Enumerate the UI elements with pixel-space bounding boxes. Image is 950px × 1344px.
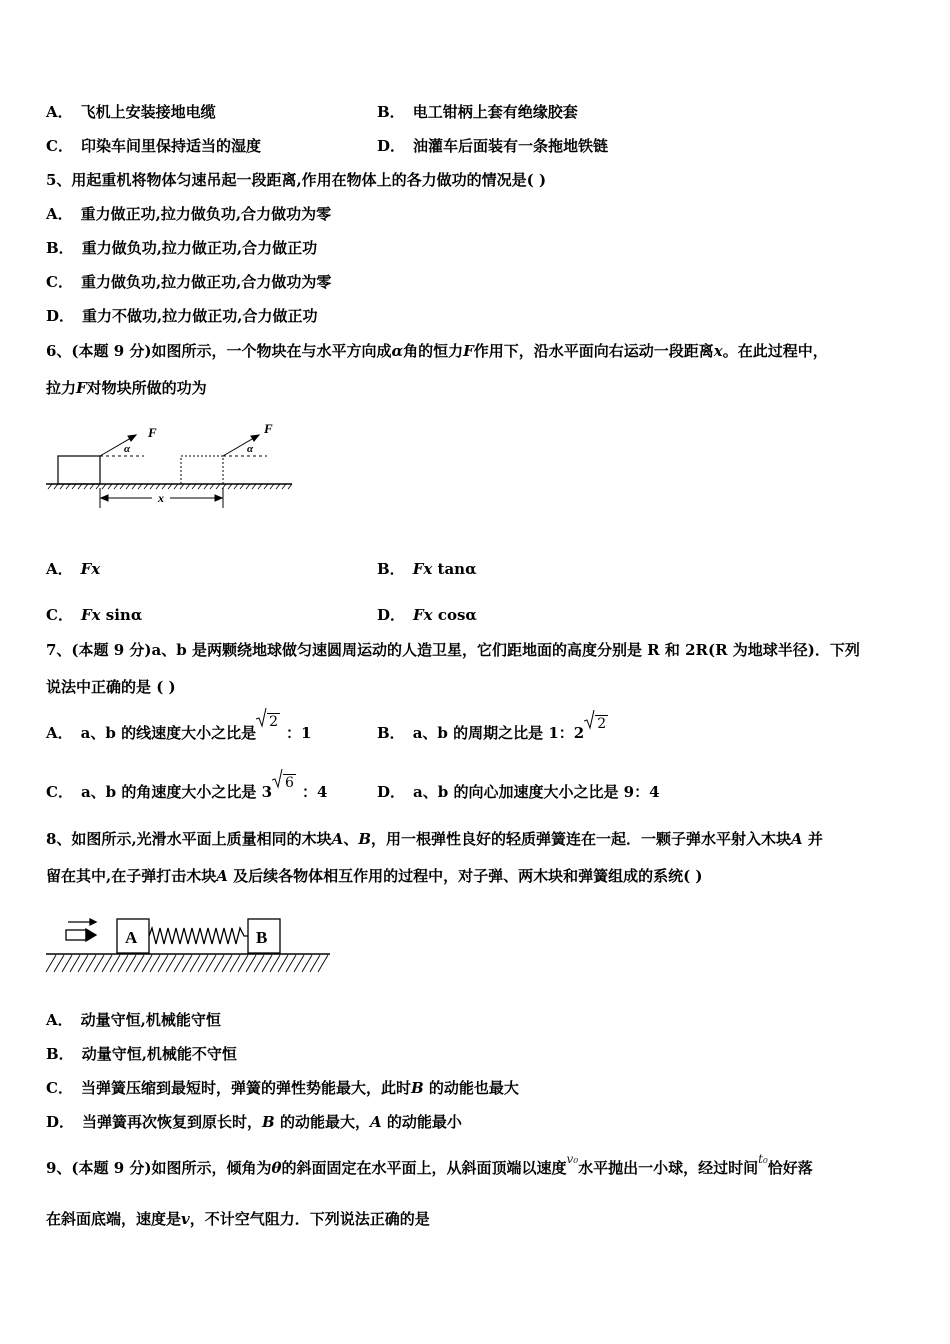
q6-option-c: C． Fx sinα bbox=[46, 606, 143, 624]
q5-option-a: A． 重力做正功,拉力做负功,合力做功为零 bbox=[46, 205, 332, 223]
spring bbox=[149, 928, 248, 944]
ground-hatch-2 bbox=[46, 955, 328, 972]
ground-hatch bbox=[48, 484, 292, 489]
force-label-2: F bbox=[264, 421, 273, 436]
angle-label-1: α bbox=[124, 443, 131, 455]
q4-option-a: A． 飞机上安装接地电缆 bbox=[46, 103, 216, 121]
sqrt-2-a: 2 bbox=[256, 712, 280, 732]
q8-option-a: A． 动量守恒,机械能守恒 bbox=[46, 1011, 221, 1029]
angle-label-2: α bbox=[247, 443, 254, 455]
force-label-1: F bbox=[148, 425, 157, 440]
block-a-label: A bbox=[125, 928, 138, 947]
q7-option-a: A． a、b 的线速度大小之比是 2：1 bbox=[46, 723, 311, 744]
q6-stem-line1: 6、(本题 9 分)如图所示，一个物块在与水平方向成α角的恒力F作用下，沿水平面向右运动一段距离x。在此过程中， bbox=[46, 342, 828, 360]
q7-option-c: C． a、b 的角速度大小之比是 3 6 ：4 bbox=[46, 782, 327, 803]
q8-option-c: C． 当弹簧压缩到最短时，弹簧的弹性势能最大，此时B 的动能也最大 bbox=[46, 1079, 519, 1097]
block-b-label: B bbox=[256, 928, 268, 947]
q8-stem-line2: 留在其中,在子弹打击木块A 及后续各物体相互作用的过程中，对子弹、两木块和弹簧组成的系统( ) bbox=[46, 867, 703, 885]
q8-stem-line1: 8、如图所示,光滑水平面上质量相同的木块A、B，用一根弹性良好的轻质弹簧连在一起．一颗子弹水平射入木块A 并 bbox=[46, 830, 823, 848]
q5-option-d: D． 重力不做功,拉力做正功,合力做正功 bbox=[46, 307, 318, 325]
q7-option-d: D． a、b 的向心加速度大小之比是 9：4 bbox=[377, 783, 660, 801]
q6-stem-line2: 拉力F对物块所做的功为 bbox=[46, 379, 207, 397]
distance-label: x bbox=[158, 491, 164, 505]
q7-stem-line2: 说法中正确的是 ( ) bbox=[46, 678, 176, 696]
q6-option-a: A． Fx bbox=[46, 560, 101, 578]
t0-symbol: t₀ bbox=[758, 1152, 768, 1166]
q8-figure bbox=[44, 910, 334, 978]
q5-option-c: C． 重力做负功,拉力做正功,合力做功为零 bbox=[46, 273, 332, 291]
q8-option-d: D． 当弹簧再次恢复到原长时，B 的动能最大，A 的动能最小 bbox=[46, 1113, 462, 1131]
q6-figure bbox=[44, 418, 296, 514]
q4-option-d: D． 油灌车后面装有一条拖地铁链 bbox=[377, 137, 609, 155]
block-start bbox=[58, 456, 100, 484]
q5-stem: 5、用起重机将物体匀速吊起一段距离,作用在物体上的各力做功的情况是( ) bbox=[46, 171, 547, 189]
q4-option-b: B． 电工钳柄上套有绝缘胶套 bbox=[377, 103, 578, 121]
bullet bbox=[66, 930, 86, 940]
q6-option-d: D． Fx cosα bbox=[377, 606, 477, 624]
q7-stem-line1: 7、(本题 9 分)a、b 是两颗绕地球做匀速圆周运动的人造卫星，它们距地面的高度分别是 R 和 2R(R 为地球半径)．下列 bbox=[46, 641, 860, 659]
q6-option-b: B． Fx tanα bbox=[377, 560, 477, 578]
sqrt-2-b: 2 bbox=[584, 714, 608, 734]
q9-stem-line1: 9、(本题 9 分)如图所示，倾角为θ的斜面固定在水平面上，从斜面顶端以速度$^{v_0}$水平抛出一小球，经过时间$^{t_0}$恰好落 bbox=[46, 1152, 813, 1177]
q8-option-b: B． 动量守恒,机械能不守恒 bbox=[46, 1045, 237, 1063]
q4-option-c: C． 印染车间里保持适当的湿度 bbox=[46, 137, 261, 155]
sqrt-6: 6 bbox=[272, 773, 296, 793]
q7-option-b: B． a、b 的周期之比是 1：2 2 bbox=[377, 723, 608, 744]
q9-stem-line2: 在斜面底端，速度是v，不计空气阻力．下列说法正确的是 bbox=[46, 1210, 430, 1228]
q5-option-b: B． 重力做负功,拉力做正功,合力做正功 bbox=[46, 239, 318, 257]
v0-symbol: v₀ bbox=[566, 1152, 579, 1166]
block-end bbox=[181, 456, 223, 484]
